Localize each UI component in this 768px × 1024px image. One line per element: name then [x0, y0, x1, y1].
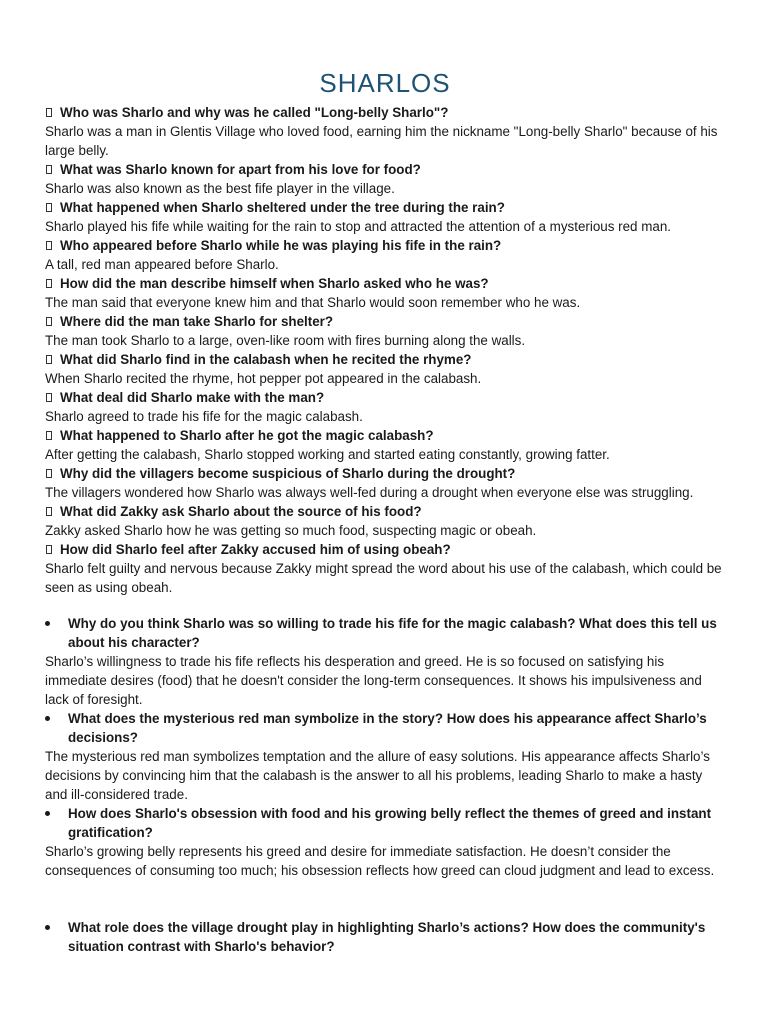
missing-glyph-icon	[46, 393, 52, 402]
discussion-question: What role does the village drought play in highlighting Sharlo’s actions? How does the community's situation contrast with Sharlo's behavior?	[68, 920, 706, 954]
question-text: Where did the man take Sharlo for shelter?	[60, 314, 334, 329]
missing-glyph-icon	[46, 241, 52, 250]
question-text: What happened when Sharlo sheltered under the tree during the rain?	[60, 200, 505, 215]
missing-glyph-icon	[46, 469, 52, 478]
qa-item	[45, 198, 725, 236]
qa-item	[45, 502, 725, 540]
answer-text: Sharlo was also known as the best fife player in the village.	[45, 181, 395, 196]
question-text: Why did the villagers become suspicious of Sharlo during the drought?	[60, 466, 516, 481]
missing-glyph-icon	[46, 545, 52, 554]
question-text: What was Sharlo known for apart from his love for food?	[60, 162, 421, 177]
qa-item	[45, 350, 725, 388]
bullet-icon	[45, 621, 50, 626]
missing-glyph-icon	[46, 279, 52, 288]
answer-text: Sharlo was a man in Glentis Village who loved food, earning him the nickname "Long-belly Sharlo" because of his large belly.	[45, 124, 718, 158]
qa-item	[45, 388, 725, 426]
question-text: Who appeared before Sharlo while he was playing his fife in the rain?	[60, 238, 502, 253]
discussion-item	[45, 918, 725, 956]
qa-item	[45, 236, 725, 274]
answer-text: After getting the calabash, Sharlo stopped working and started eating constantly, growing fatter.	[45, 447, 610, 462]
bullet-icon	[45, 925, 50, 930]
question-answer-list	[45, 103, 725, 597]
missing-glyph-icon	[46, 203, 52, 212]
discussion-list	[45, 614, 725, 956]
qa-item	[45, 103, 725, 160]
question-text: What happened to Sharlo after he got the magic calabash?	[60, 428, 434, 443]
discussion-question: What does the mysterious red man symbolize in the story? How does his appearance affect Sharlo’s decisions?	[68, 711, 707, 745]
qa-item	[45, 464, 725, 502]
discussion-question: Why do you think Sharlo was so willing to trade his fife for the magic calabash? What does this tell us about his character?	[68, 616, 717, 650]
answer-text: The man took Sharlo to a large, oven-like room with fires burning along the walls.	[45, 333, 526, 348]
answer-text: When Sharlo recited the rhyme, hot pepper pot appeared in the calabash.	[45, 371, 482, 386]
answer-text: Sharlo agreed to trade his fife for the magic calabash.	[45, 409, 363, 424]
answer-text: The villagers wondered how Sharlo was always well-fed during a drought when everyone else was struggling.	[45, 485, 694, 500]
qa-item	[45, 160, 725, 198]
discussion-item	[45, 709, 725, 804]
missing-glyph-icon	[46, 317, 52, 326]
missing-glyph-icon	[46, 108, 52, 117]
bullet-icon	[45, 716, 50, 721]
spacer	[45, 880, 725, 918]
question-text: How did Sharlo feel after Zakky accused him of using obeah?	[60, 542, 451, 557]
missing-glyph-icon	[46, 507, 52, 516]
discussion-item	[45, 804, 725, 880]
page-title: SHARLOS	[319, 68, 451, 98]
answer-text: A tall, red man appeared before Sharlo.	[45, 257, 279, 272]
answer-text: Sharlo played his fife while waiting for the rain to stop and attracted the attention of a mysterious red man.	[45, 219, 671, 234]
discussion-answer: Sharlo’s growing belly represents his greed and desire for immediate satisfaction. He doesn’t consider the consequences of consuming too much; his obsession reflects how greed can cloud judgment and lead to excess.	[45, 844, 715, 878]
answer-text: Zakky asked Sharlo how he was getting so much food, suspecting magic or obeah.	[45, 523, 537, 538]
answer-text: The man said that everyone knew him and that Sharlo would soon remember who he was.	[45, 295, 581, 310]
qa-item	[45, 274, 725, 312]
bullet-icon	[45, 811, 50, 816]
qa-item	[45, 426, 725, 464]
discussion-answer: The mysterious red man symbolizes temptation and the allure of easy solutions. His appearance affects Sharlo’s decisions by convincing him that the calabash is the answer to all his problems, leading Sharlo to make a hasty and ill-considered trade.	[45, 749, 710, 802]
question-text: Who was Sharlo and why was he called "Long-belly Sharlo"?	[60, 105, 449, 120]
missing-glyph-icon	[46, 355, 52, 364]
question-text: What did Sharlo find in the calabash when he recited the rhyme?	[60, 352, 472, 367]
question-text: How did the man describe himself when Sharlo asked who he was?	[60, 276, 489, 291]
question-text: What did Zakky ask Sharlo about the source of his food?	[60, 504, 422, 519]
qa-item	[45, 312, 725, 350]
missing-glyph-icon	[46, 431, 52, 440]
qa-item	[45, 540, 725, 597]
discussion-question: How does Sharlo's obsession with food and his growing belly reflect the themes of greed and instant gratification?	[68, 806, 712, 840]
question-text: What deal did Sharlo make with the man?	[60, 390, 325, 405]
missing-glyph-icon	[46, 165, 52, 174]
discussion-answer: Sharlo’s willingness to trade his fife reflects his desperation and greed. He is so focused on satisfying his immediate desires (food) that he doesn't consider the long-term consequences. It shows his impulsiveness and lack of foresight.	[45, 654, 702, 707]
discussion-item	[45, 614, 725, 709]
answer-text: Sharlo felt guilty and nervous because Zakky might spread the word about his use of the calabash, which could be seen as using obeah.	[45, 561, 722, 595]
